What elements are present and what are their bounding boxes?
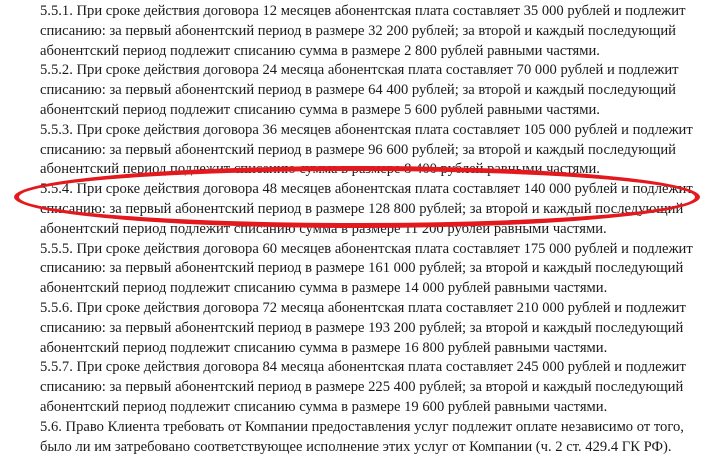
clause-line: абонентский период подлежит списанию сумма в размере 14 000 рублей равными частями. bbox=[40, 280, 608, 297]
clause-line: абонентский период подлежит списанию сумма в размере 11 200 рублей равными частями. bbox=[40, 220, 607, 237]
clause-line: абонентский период подлежит списанию сумма в размере 8 400 рублей равными частями. bbox=[40, 161, 600, 178]
clause-line: списанию: за первый абонентский период в размере 32 200 рублей; за второй и каждый последующий bbox=[40, 22, 676, 39]
clause-line: списанию: за первый абонентский период в размере 96 600 рублей; за второй и каждый последующий bbox=[40, 141, 676, 158]
clause-5-5-5 bbox=[40, 240, 693, 299]
clause-line: 5.6. Право Клиента требовать от Компании предоставления услуг подлежит оплате независимо от того, bbox=[40, 418, 684, 435]
clause-5-5-6 bbox=[40, 299, 686, 358]
clause-line: 5.5.2. При сроке действия договора 24 месяца абонентская плата составляет 70 000 рублей и подлежит bbox=[40, 62, 679, 79]
clause-line: 5.5.3. При сроке действия договора 36 месяцев абонентская плата составляет 105 000 рублей и подлежит bbox=[40, 121, 693, 138]
clause-line: 5.5.4. При сроке действия договора 48 месяцев абонентская плата составляет 140 000 рублей и подлежит bbox=[40, 181, 693, 198]
clause-line: 5.5.6. При сроке действия договора 72 месяца абонентская плата составляет 210 000 рублей и подлежит bbox=[40, 299, 686, 316]
clause-5-5-1 bbox=[40, 2, 686, 61]
clause-line: 5.5.1. При сроке действия договора 12 месяцев абонентская плата составляет 35 000 рублей и подлежит bbox=[40, 3, 686, 19]
clause-line: списанию: за первый абонентский период в размере 64 400 рублей; за второй и каждый последующий bbox=[40, 82, 676, 99]
clause-line: списанию: за первый абонентский период в размере 225 400 рублей; за второй и каждый последующий bbox=[40, 379, 684, 396]
clause-5-5-2 bbox=[40, 61, 686, 120]
clause-line: абонентский период подлежит списанию сумма в размере 5 600 рублей равными частями. bbox=[40, 101, 600, 118]
clause-line: абонентский период подлежит списанию сумма в размере 2 800 рублей равными частями. bbox=[40, 42, 600, 59]
clause-5-5-3 bbox=[40, 121, 693, 180]
clause-line: абонентский период подлежит списанию сумма в размере 16 800 рублей равными частями. bbox=[40, 339, 608, 356]
clause-5-6 bbox=[40, 418, 686, 457]
clause-line: 5.5.5. При сроке действия договора 60 месяцев абонентская плата составляет 175 000 рублей и подлежит bbox=[40, 240, 693, 257]
clause-line: абонентский период подлежит списанию сумма в размере 19 600 рублей равными частями. bbox=[40, 398, 608, 415]
clause-line: было ли им затребовано соответствующее исполнение этих услуг от Компании (ч. 2 ст. 429.4 ГК РФ). bbox=[40, 438, 672, 455]
clause-line: списанию: за первый абонентский период в размере 161 000 рублей; за второй и каждый последующий bbox=[40, 260, 684, 277]
clause-line: списанию: за первый абонентский период в размере 193 200 рублей; за второй и каждый последующий bbox=[40, 319, 684, 336]
contract-text bbox=[40, 2, 693, 457]
clause-line: списанию: за первый абонентский период в размере 128 800 рублей; за второй и каждый последующий bbox=[40, 200, 684, 217]
clause-line: 5.5.7. При сроке действия договора 84 месяца абонентская плата составляет 245 000 рублей и подлежит bbox=[40, 359, 686, 376]
clause-5-5-7 bbox=[40, 358, 686, 417]
clause-5-5-4 bbox=[40, 180, 693, 239]
